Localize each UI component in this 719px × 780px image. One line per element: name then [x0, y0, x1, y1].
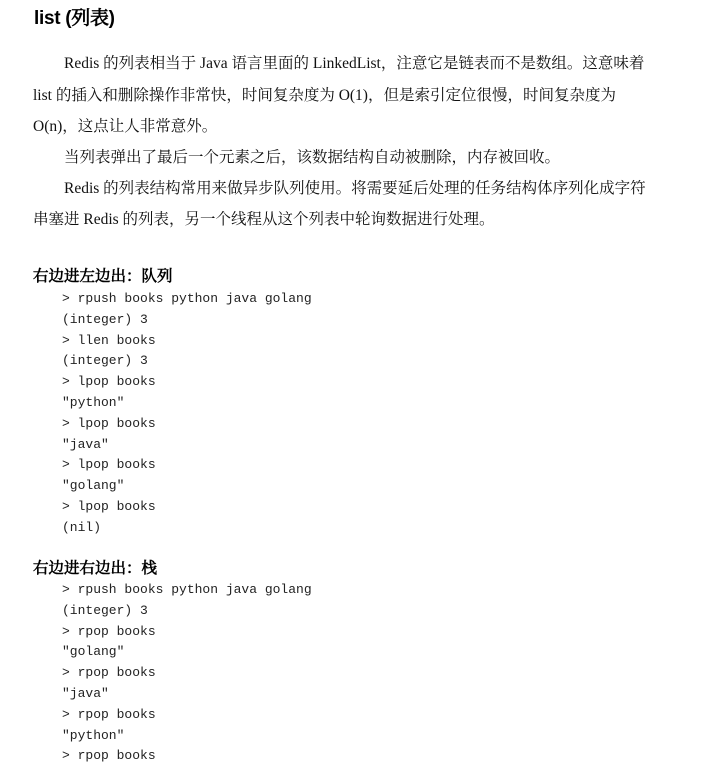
code-line: > rpop books	[62, 665, 156, 681]
code-line: "java"	[62, 436, 109, 452]
section-heading-queue: 右边进左边出：队列	[33, 268, 173, 285]
code-line: (nil)	[62, 519, 102, 535]
code-line: "python"	[62, 727, 125, 743]
paragraph-1-line-2: list 的插入和删除操作非常快，时间复杂度为 O(1)，但是索引定位很慢，时间复杂度为	[33, 87, 616, 104]
code-line: > llen books	[62, 332, 156, 348]
code-line: "golang"	[62, 478, 125, 494]
code-line: "python"	[62, 394, 125, 410]
code-line: "golang"	[62, 644, 125, 660]
code-line: > rpop books	[62, 623, 156, 639]
paragraph-3-line-2: 串塞进 Redis 的列表，另一个线程从这个列表中轮询数据进行处理。	[33, 211, 495, 228]
code-line: (integer) 3	[62, 311, 148, 327]
code-line: > lpop books	[62, 374, 156, 390]
paragraph-3-line-1: Redis 的列表结构常用来做异步队列使用。将需要延后处理的任务结构体序列化成字符	[64, 180, 646, 197]
code-block-stack	[62, 580, 312, 767]
code-line: > rpush books python java golang	[62, 291, 312, 306]
code-line: > rpop books	[62, 706, 156, 722]
code-line: > lpop books	[62, 457, 156, 473]
code-line: > rpush books python java golang	[62, 582, 312, 597]
code-line: > lpop books	[62, 415, 156, 431]
code-line: (integer) 3	[62, 353, 148, 369]
code-line: "java"	[62, 685, 109, 701]
page-title: list (列表)	[34, 8, 115, 29]
code-line: > lpop books	[62, 498, 156, 514]
section-heading-stack: 右边进右边出：栈	[33, 560, 158, 577]
paragraph-1-line-1: Redis 的列表相当于 Java 语言里面的 LinkedList，注意它是链表而不是数组。这意味着	[64, 55, 645, 72]
code-line: (integer) 3	[62, 602, 148, 618]
paragraph-1-line-3: O(n)，这点让人非常意外。	[33, 118, 218, 135]
paragraph-2-line-1: 当列表弹出了最后一个元素之后，该数据结构自动被删除，内存被回收。	[64, 149, 561, 166]
code-block-queue	[62, 289, 312, 539]
code-line: > rpop books	[62, 748, 156, 764]
